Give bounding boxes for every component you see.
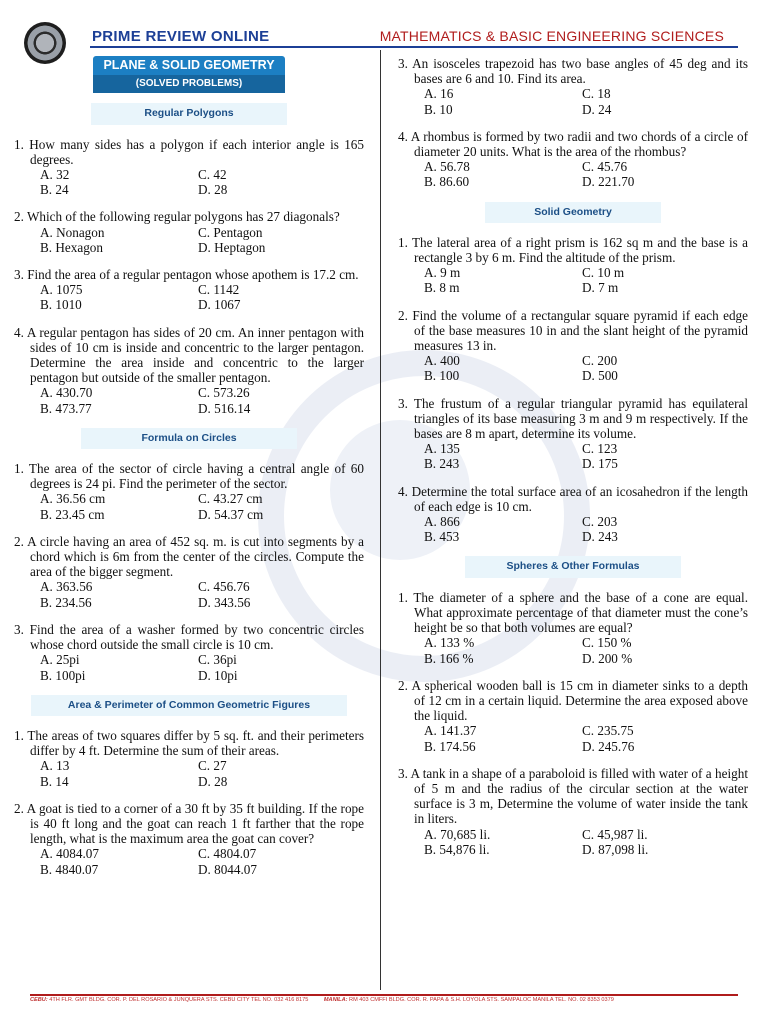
choice-d: D. 7 m (582, 280, 619, 296)
question-sp1 (398, 590, 748, 666)
brand-title: PRIME REVIEW ONLINE (92, 28, 270, 45)
question-text: 3. Find the area of a regular pentagon whose apothem is 17.2 cm. (14, 267, 359, 283)
choice-d: D. 10pi (198, 667, 238, 683)
column-divider (380, 50, 381, 990)
choices (14, 846, 364, 876)
question-text: 3. Find the area of a washer formed by two concentric circles whose chord outside the small circle is 10 cm. (14, 621, 364, 653)
choice-c: C. 42 (198, 167, 227, 183)
choice-a: A. 363.56 (40, 579, 93, 595)
page-footer (0, 994, 768, 1024)
choice-c: C. Pentagon (198, 224, 263, 240)
choice-d: D. 221.70 (582, 174, 635, 190)
choice-d: D. 343.56 (198, 594, 251, 610)
footer-divider (30, 994, 738, 996)
question-fc2 (14, 534, 364, 610)
choices (398, 86, 748, 116)
choice-a: A. 36.56 cm (40, 491, 106, 507)
choice-a: A. 430.70 (40, 385, 93, 401)
choice-b: B. 10 (424, 101, 453, 117)
choices (398, 514, 748, 544)
choice-a: A. 133 % (424, 635, 475, 651)
choice-b: B. 8 m (424, 280, 460, 296)
choice-b: B. 14 (40, 773, 69, 789)
subject-title: MATHEMATICS & BASIC ENGINEERING SCIENCES (379, 28, 724, 44)
choice-c: C. 45.76 (582, 159, 628, 175)
section-regular-polygons: Regular Polygons (91, 103, 287, 124)
choice-d: D. 28 (198, 773, 228, 789)
question-text: 1. How many sides has a polygon if each interior angle is 165 degrees. (14, 136, 364, 167)
choice-d: D. 245.76 (582, 738, 635, 754)
choice-a: A. 9 m (424, 265, 461, 281)
choices (14, 579, 364, 609)
choice-d: D. 8044.07 (198, 861, 257, 877)
choice-b: B. 100 (424, 368, 460, 384)
choice-b: B. Hexagon (40, 239, 103, 255)
question-text: 3. A tank in a shape of a paraboloid is filled with water of a height of 5 m and the radius of the circular section at the water surface is 3 m, Determine the volume of water inside the tank in liters. (398, 765, 748, 827)
question-text: 1. The area of the sector of circle having a central angle of 60 degrees is 24 pi. Find the perimeter of the sector. (14, 461, 364, 492)
choices (398, 265, 748, 295)
choice-d: D. Heptagon (198, 239, 266, 255)
question-text: 4. A regular pentagon has sides of 20 cm. An inner pentagon with sides of 10 cm is inside and concentric to the larger pentagon. Determine the area inside and concentric to the larger pentagon but outside of the smaller pentagon. (14, 324, 364, 386)
question-sg4 (398, 484, 748, 545)
question-rp4 (14, 325, 364, 416)
question-rp5 (398, 56, 748, 117)
choice-c: C. 10 m (582, 265, 625, 281)
choice-c: C. 203 (582, 514, 618, 530)
question-text: 1. The lateral area of a right prism is 162 sq m and the base is a rectangle 3 by 6 m. Find the altitude of the prism. (398, 234, 748, 266)
choices (14, 758, 364, 788)
choice-b: B. 4840.07 (40, 861, 99, 877)
choice-c: C. 1142 (198, 282, 240, 298)
choice-a: A. 4084.07 (40, 846, 99, 862)
choices (14, 225, 364, 255)
section-solid-geometry: Solid Geometry (485, 202, 661, 223)
footer-manila-label: MANILA: (323, 997, 348, 1003)
choice-b: B. 166 % (424, 650, 474, 666)
choice-a: A. 400 (424, 353, 460, 369)
choice-c: C. 43.27 cm (198, 491, 263, 507)
question-ap1 (14, 728, 364, 789)
choice-c: C. 4804.07 (198, 846, 257, 862)
choices (14, 167, 364, 197)
choices (398, 827, 748, 857)
choice-c: C. 150 % (582, 635, 632, 651)
question-fc3 (14, 622, 364, 683)
choice-c: C. 27 (198, 758, 227, 774)
footer-cebu-address: 4TH FLR. GMT BLDG. COR. P. DEL ROSARIO & JUNQUERA STS. CEBU CITY TEL NO. 032 416 8175 (47, 997, 309, 1003)
question-text: 2. A spherical wooden ball is 15 cm in diameter sinks to a depth of 12 cm in a certain liquid. Determine the area exposed above the liquid. (398, 677, 748, 724)
choice-c: C. 123 (582, 441, 618, 457)
choice-c: C. 456.76 (198, 579, 250, 595)
choice-d: D. 1067 (198, 297, 241, 313)
footer-manila-address: RM 403 CMFFI BLDG. COR. R. PAPA & S.H. LOYOLA STS. SAMPALOC MANILA TEL. NO. 02 8353 0379 (347, 997, 614, 1003)
footer-addresses (30, 997, 614, 1003)
choice-a: A. Nonagon (40, 224, 105, 240)
question-text: 3. An isosceles trapezoid has two base angles of 45 deg and its bases are 6 and 10. Find its area. (398, 56, 748, 87)
choices (14, 652, 364, 682)
question-text: 3. The frustum of a regular triangular pyramid has equilateral triangles of its base measuring 3 m and 9 m respectively. If the bases are 8 m apart, determine its volume. (398, 395, 748, 442)
question-rp6 (398, 129, 748, 190)
choice-a: A. 25pi (40, 652, 80, 668)
choice-a: A. 141.37 (424, 723, 477, 739)
question-text: 2. Which of the following regular polygons has 27 diagonals? (14, 209, 340, 225)
question-text: 4. Determine the total surface area of an icosahedron if the length of each edge is 10 cm. (398, 483, 748, 514)
question-ap2 (14, 801, 364, 877)
header-divider (90, 46, 738, 48)
choice-b: B. 453 (424, 529, 460, 545)
question-sp2 (398, 678, 748, 754)
choice-d: D. 516.14 (198, 400, 251, 416)
left-column (14, 56, 364, 889)
choice-b: B. 86.60 (424, 174, 470, 190)
question-rp1 (14, 137, 364, 198)
choice-d: D. 24 (582, 101, 612, 117)
choice-d: D. 28 (198, 182, 228, 198)
choice-b: B. 243 (424, 456, 460, 472)
choice-d: D. 175 (582, 456, 618, 472)
choice-a: A. 56.78 (424, 159, 470, 175)
title-main: PLANE & SOLID GEOMETRY (93, 56, 285, 75)
choice-c: C. 36pi (198, 652, 237, 668)
choice-d: D. 200 % (582, 650, 633, 666)
choice-a: A. 135 (424, 441, 460, 457)
footer-cebu-label: CEBU: (30, 997, 48, 1003)
choices (14, 491, 364, 521)
choice-c: C. 235.75 (582, 723, 634, 739)
choice-d: D. 243 (582, 529, 618, 545)
title-sub: (SOLVED PROBLEMS) (93, 75, 285, 93)
question-fc1 (14, 461, 364, 522)
choice-c: C. 200 (582, 353, 618, 369)
page-header (0, 0, 768, 50)
question-text: 4. A rhombus is formed by two radii and two chords of a circle of diameter 20 units. What is the area of the rhombus? (398, 128, 748, 160)
question-text: 2. A goat is tied to a corner of a 30 ft by 35 ft building. If the rope is 40 ft long and the goat can reach 1 ft farther that the rope length, what is the maximum area the goat can cover? (14, 800, 364, 847)
choice-c: C. 45,987 li. (582, 826, 648, 842)
choice-b: B. 54,876 li. (424, 841, 490, 857)
choices (398, 635, 748, 665)
choice-a: A. 866 (424, 514, 460, 530)
choice-a: A. 70,685 li. (424, 826, 491, 842)
choices (14, 385, 364, 415)
document-title (93, 56, 285, 93)
question-rp3 (14, 267, 364, 313)
choice-a: A. 16 (424, 86, 454, 102)
question-text: 1. The diameter of a sphere and the base of a cone are equal. What approximate percentage of that diameter must the cone’s height be so that both volumes are equal? (398, 589, 748, 636)
choice-b: B. 473.77 (40, 400, 92, 416)
choice-a: A. 1075 (40, 282, 83, 298)
choice-b: B. 100pi (40, 667, 86, 683)
choice-b: B. 23.45 cm (40, 506, 105, 522)
choice-c: C. 18 (582, 86, 611, 102)
choice-b: B. 24 (40, 182, 69, 198)
choice-b: B. 1010 (40, 297, 82, 313)
choices (14, 282, 364, 312)
choices (398, 723, 748, 753)
question-sp3 (398, 766, 748, 857)
choice-a: A. 32 (40, 167, 70, 183)
choice-d: D. 54.37 cm (198, 506, 264, 522)
section-spheres: Spheres & Other Formulas (465, 556, 681, 577)
choice-d: D. 87,098 li. (582, 841, 649, 857)
question-rp2 (14, 209, 364, 255)
question-text: 2. A circle having an area of 452 sq. m. is cut into segments by a chord which is 6m from the center of the circles. Compute the area of the bigger segment. (14, 533, 364, 580)
question-text: 1. The areas of two squares differ by 5 sq. ft. and their perimeters differ by 4 ft. Determine the sum of their areas. (14, 727, 364, 759)
choice-b: B. 234.56 (40, 594, 92, 610)
right-column (398, 56, 748, 869)
question-sg3 (398, 396, 748, 472)
choice-b: B. 174.56 (424, 738, 476, 754)
question-sg2 (398, 308, 748, 384)
choices (398, 353, 748, 383)
section-area-perimeter: Area & Perimeter of Common Geometric Figures (31, 695, 347, 716)
choice-d: D. 500 (582, 368, 618, 384)
section-formula-on-circles: Formula on Circles (81, 428, 297, 449)
choices (398, 441, 748, 471)
question-sg1 (398, 235, 748, 296)
choice-a: A. 13 (40, 758, 70, 774)
choices (398, 159, 748, 189)
choice-c: C. 573.26 (198, 385, 250, 401)
question-text: 2. Find the volume of a rectangular square pyramid if each edge of the base measures 10 in and the slant height of the pyramid measures 13 in. (398, 307, 748, 354)
